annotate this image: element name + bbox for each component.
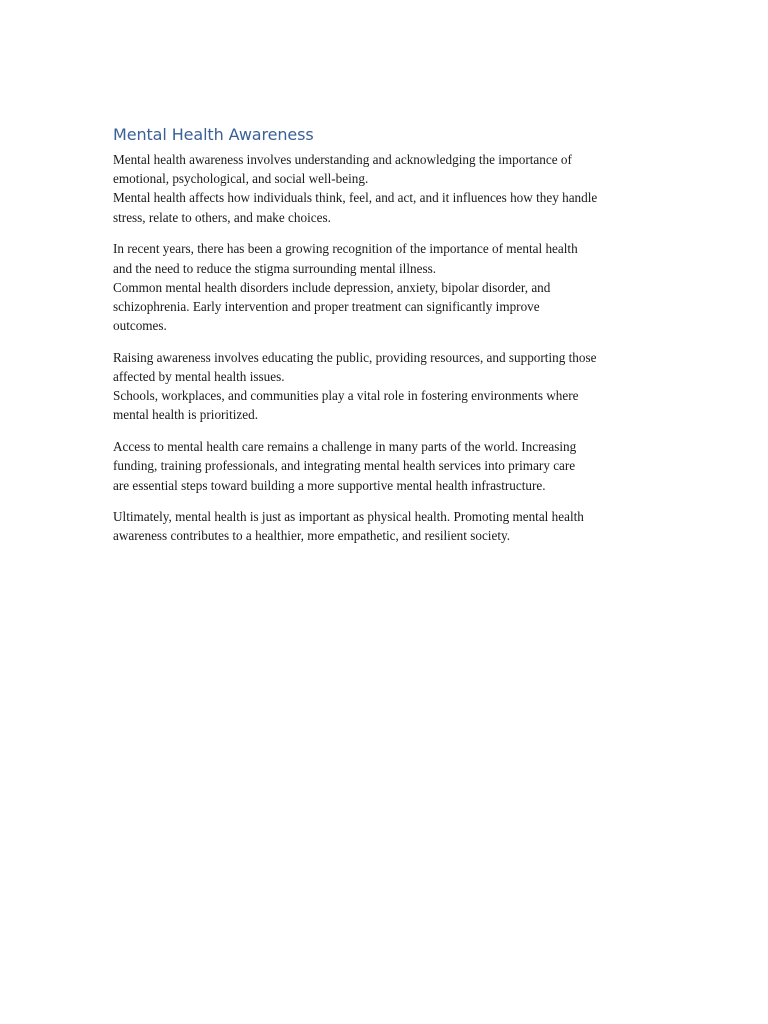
paragraph-line: stress, relate to others, and make choices. xyxy=(113,209,331,225)
paragraph-line: awareness contributes to a healthier, more empathetic, and resilient society. xyxy=(113,528,511,544)
paragraph-line: Raising awareness involves educating the public, providing resources, and supporting those xyxy=(113,349,597,365)
paragraph-line: outcomes. xyxy=(113,318,167,334)
paragraph-4 xyxy=(113,437,661,495)
paragraph-line: Common mental health disorders include depression, anxiety, bipolar disorder, and xyxy=(113,279,551,295)
paragraph-line: In recent years, there has been a growing recognition of the importance of mental health xyxy=(113,241,578,257)
paragraph-line: Mental health affects how individuals think, feel, and act, and it influences how they handle xyxy=(113,190,598,206)
paragraph-line: are essential steps toward building a more supportive mental health infrastructure. xyxy=(113,477,546,493)
paragraph-3 xyxy=(113,348,661,425)
paragraph-line: Schools, workplaces, and communities play a vital role in fostering environments where xyxy=(113,388,579,404)
paragraph-line: mental health is prioritized. xyxy=(113,407,259,423)
paragraph-2 xyxy=(113,239,661,335)
paragraph-line: schizophrenia. Early intervention and proper treatment can significantly improve xyxy=(113,298,540,314)
paragraph-line: funding, training professionals, and integrating mental health services into primary care xyxy=(113,458,576,474)
paragraph-line: Access to mental health care remains a challenge in many parts of the world. Increasing xyxy=(113,439,577,455)
paragraph-5 xyxy=(113,507,661,545)
document-title: Mental Health Awareness xyxy=(113,125,314,144)
paragraph-line: Mental health awareness involves understanding and acknowledging the importance of xyxy=(113,152,572,167)
paragraph-line: and the need to reduce the stigma surrounding mental illness. xyxy=(113,260,437,276)
paragraph-line: Ultimately, mental health is just as important as physical health. Promoting mental health xyxy=(113,509,584,525)
paragraph-1 xyxy=(113,150,661,227)
document-page xyxy=(113,124,661,558)
paragraph-line: emotional, psychological, and social well-being. xyxy=(113,171,369,187)
paragraph-line: affected by mental health issues. xyxy=(113,369,285,385)
